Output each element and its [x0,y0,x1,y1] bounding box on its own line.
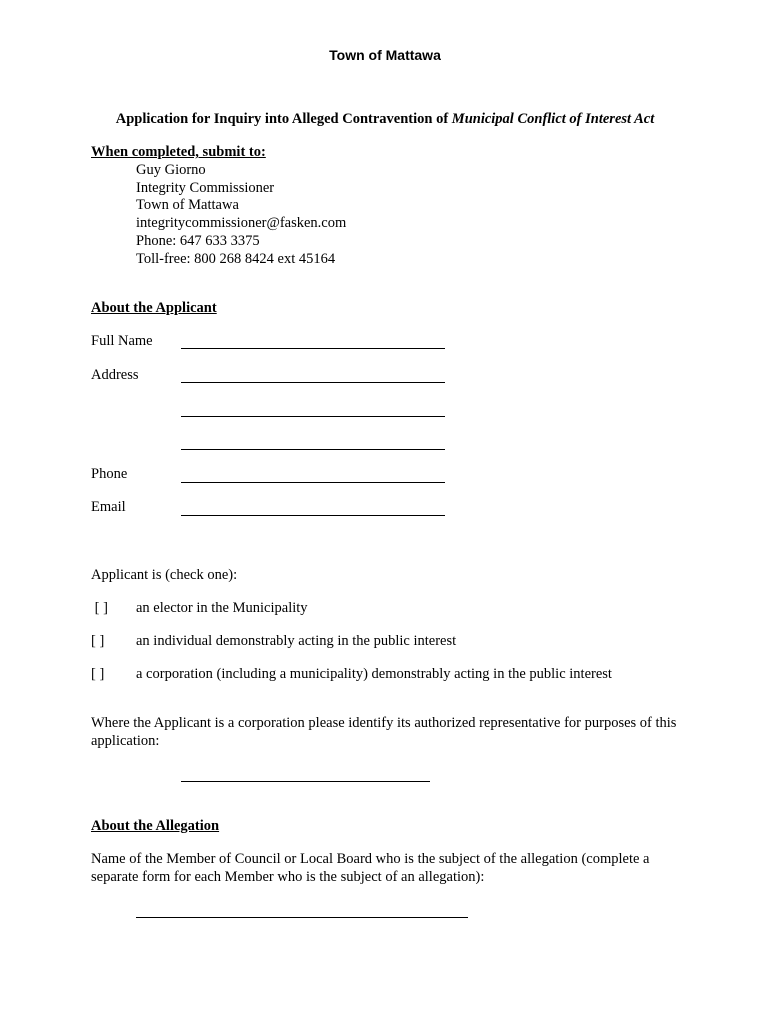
address-label: Address [91,367,139,383]
representative-field[interactable] [181,781,430,782]
form-heading-prefix: Application for Inquiry into Alleged Contravention of [115,111,452,127]
act-name: Municipal Conflict of Interest Act [451,111,655,127]
full-name-label: Full Name [91,333,153,349]
option-corporation-label: a corporation (including a municipality) demonstrably acting in the public interest [136,666,612,682]
address-field-line-1[interactable] [181,382,445,383]
email-field[interactable] [181,515,445,516]
full-name-field[interactable] [181,348,445,349]
about-allegation-heading: About the Allegation [91,818,220,834]
page-title: Town of Mattawa [329,47,441,63]
submit-to-label: When completed, submit to: [91,144,266,160]
member-name-prompt: Name of the Member of Council or Local Board who is the subject of the allegation (complete a separate form for each Member who is the subject of an allegation): [91,851,650,885]
phone-field[interactable] [181,482,445,483]
address-field-line-2[interactable] [181,416,445,417]
commissioner-name: Guy Giorno [136,162,206,178]
member-name-field[interactable] [136,917,468,918]
checkbox-elector[interactable]: [ ] [91,600,108,616]
applicant-type-prompt: Applicant is (check one): [91,567,238,583]
commissioner-town: Town of Mattawa [136,197,239,213]
commissioner-title: Integrity Commissioner [136,180,275,196]
commissioner-tollfree: Toll-free: 800 268 8424 ext 45164 [136,251,336,267]
commissioner-phone: Phone: 647 633 3375 [136,233,260,249]
checkbox-corporation[interactable]: [ ] [91,666,105,682]
option-individual-label: an individual demonstrably acting in the public interest [136,633,457,649]
email-label: Email [91,499,126,515]
address-field-line-3[interactable] [181,449,445,450]
form-heading [0,110,770,128]
corporation-representative-note: Where the Applicant is a corporation please identify its authorized representative for purposes of this application: [91,715,677,749]
checkbox-individual[interactable]: [ ] [91,633,105,649]
about-applicant-heading: About the Applicant [91,300,217,316]
option-elector-label: an elector in the Municipality [136,600,308,616]
phone-label: Phone [91,466,128,482]
commissioner-email: integritycommissioner@fasken.com [136,215,347,231]
